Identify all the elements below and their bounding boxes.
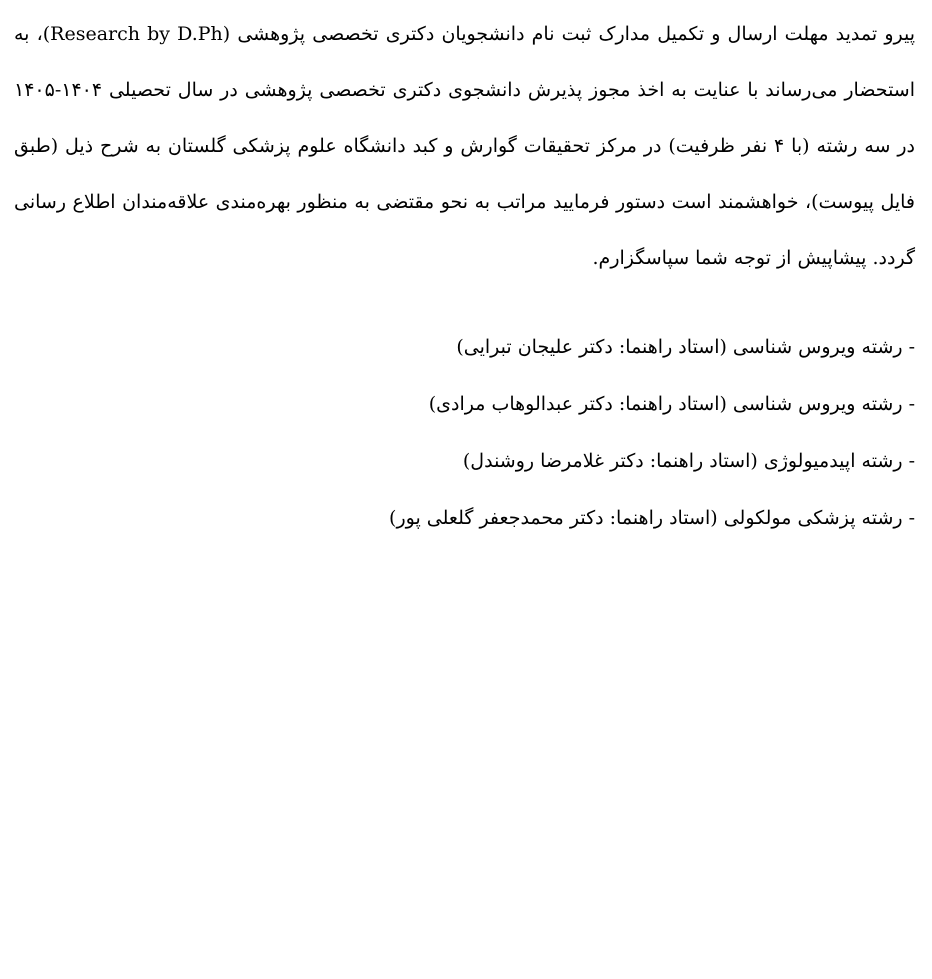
list-item: - رشته پزشکی مولکولی (استاد راهنما: دکتر محمدجعفر گلعلی پور) bbox=[389, 507, 915, 529]
document-body bbox=[14, 0, 915, 547]
announcement-paragraph: پیرو تمدید مهلت ارسال و تکمیل مدارک ثبت نام دانشجویان دکتری تخصصی پژوهشی (Research by D.Ph)، به استحضار می‌رساند با عنایت به اخذ مجوز پذیرش دانشجوی دکتری تخصصی پژوهشی در سال تحصیلی ۱۴۰۴-۱۴۰۵ در سه رشته (با ۴ نفر ظرفیت) در مرکز تحقیقات گوارش و کبد دانشگاه علوم پزشکی گلستان به شرح ذیل (طبق فایل پیوست)، خواهشمند است دستور فرمایید مراتب به نحو مقتضی به منظور بهره‌مندی علاقه‌مندان اطلاع رسانی گردد. پیشاپیش از توجه شما سپاسگزارم. bbox=[14, 23, 915, 269]
field-list bbox=[14, 319, 915, 547]
list-item: - رشته ویروس شناسی (استاد راهنما: دکتر علیجان تبرایی) bbox=[456, 336, 915, 358]
list-item: - رشته اپیدمیولوژی (استاد راهنما: دکتر غلامرضا روشندل) bbox=[462, 450, 915, 472]
list-item: - رشته ویروس شناسی (استاد راهنما: دکتر عبدالوهاب مرادی) bbox=[428, 393, 915, 415]
